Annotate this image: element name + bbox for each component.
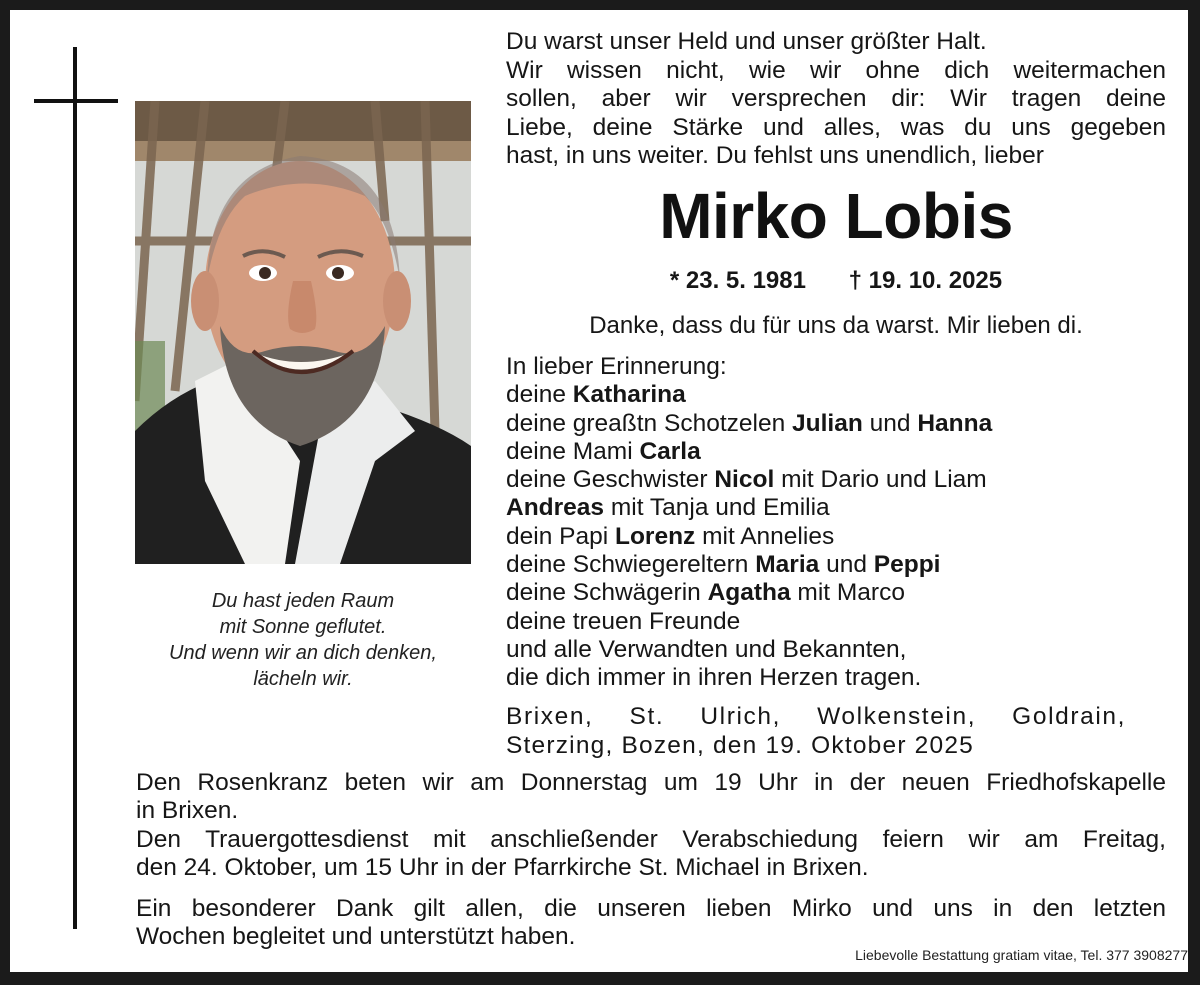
mourner-text: deine Schwägerin bbox=[506, 579, 708, 607]
mourner-name: Lorenz bbox=[614, 522, 696, 550]
caption-line: Und wenn wir an dich denken, bbox=[169, 642, 437, 664]
mourner-text: und bbox=[862, 409, 918, 437]
photo-caption bbox=[135, 588, 471, 692]
tribute-poem bbox=[506, 28, 1166, 171]
mourner-row bbox=[506, 523, 1166, 551]
mourner-row bbox=[506, 381, 1166, 409]
mourner-row bbox=[506, 579, 1166, 607]
poem-line: sollen, aber wir versprechen dir: Wir tragen deine bbox=[506, 85, 1166, 112]
mourner-text: deine bbox=[506, 381, 573, 409]
service-line: in Brixen. bbox=[136, 797, 239, 825]
cross-vertical-bar bbox=[73, 47, 77, 929]
final-thanks bbox=[136, 895, 1166, 952]
place-and-date bbox=[506, 703, 1126, 760]
funeral-home-footer: Liebevolle Bestattung gratiam vitae, Tel. 377 3908277 bbox=[855, 947, 1188, 963]
service-line: Den Trauergottesdienst mit anschließender Verabschiedung feiern wir am Freitag, bbox=[136, 825, 1166, 853]
place-line: Sterzing, Bozen, den 19. Oktober 2025 bbox=[506, 731, 974, 759]
mourner-row bbox=[506, 551, 1166, 579]
mourner-name: Maria bbox=[755, 551, 820, 579]
mourner-name: Julian bbox=[792, 409, 863, 437]
mourner-text: deine greaßtn Schotzelen bbox=[506, 409, 793, 437]
mourner-text: In lieber Erinnerung: bbox=[506, 353, 727, 380]
mourner-row bbox=[506, 636, 1166, 664]
mourner-text: deine Schwiegereltern bbox=[506, 551, 756, 579]
mourner-name: Katharina bbox=[572, 381, 686, 409]
mourner-text: mit Marco bbox=[790, 579, 905, 607]
service-line: den 24. Oktober, um 15 Uhr in der Pfarrkirche St. Michael in Brixen. bbox=[136, 853, 869, 881]
mourners-list bbox=[506, 353, 1166, 693]
mourner-text: deine Mami bbox=[506, 437, 640, 465]
mourner-text: die dich immer in ihren Herzen tragen. bbox=[506, 664, 922, 692]
mourner-text: und bbox=[819, 551, 874, 579]
caption-line: lächeln wir. bbox=[253, 668, 353, 690]
mourner-text: deine Geschwister bbox=[506, 466, 715, 494]
mourner-text: deine treuen Freunde bbox=[506, 607, 741, 635]
mourner-row bbox=[506, 466, 1166, 494]
life-dates bbox=[506, 264, 1166, 298]
final-line: Ein besonderer Dank gilt allen, die unseren lieben Mirko und uns in den letzten bbox=[136, 895, 1166, 922]
mourner-row bbox=[506, 664, 1166, 692]
mourner-name: Hanna bbox=[917, 409, 993, 437]
birth-date: * 23. 5. 1981 bbox=[669, 267, 806, 294]
cross-horizontal-bar bbox=[34, 99, 118, 103]
mourner-text: mit Annelies bbox=[695, 522, 835, 550]
mourner-name: Nicol bbox=[714, 466, 775, 494]
deceased-name: Mirko Lobis bbox=[659, 180, 1013, 252]
mourner-row bbox=[506, 608, 1166, 636]
final-line: Wochen begleitet und unterstützt haben. bbox=[136, 923, 576, 951]
death-date: † 19. 10. 2025 bbox=[848, 267, 1003, 294]
caption-line: Du hast jeden Raum bbox=[211, 590, 395, 612]
mourner-name: Carla bbox=[639, 437, 701, 465]
poem-line: Liebe, deine Stärke und alles, was du uns gegeben bbox=[506, 113, 1166, 141]
mourner-name: Agatha bbox=[707, 579, 791, 607]
poem-line: hast, in uns weiter. Du fehlst uns unendlich, lieber bbox=[506, 142, 1044, 169]
mourner-row bbox=[506, 410, 1166, 438]
poem-line: Wir wissen nicht, wie wir ohne dich weitermachen bbox=[506, 56, 1166, 84]
service-line: Den Rosenkranz beten wir am Donnerstag um 19 Uhr in der neuen Friedhofskapelle bbox=[136, 769, 1166, 796]
mourner-name: Andreas bbox=[506, 494, 605, 522]
caption-line: mit Sonne geflutet. bbox=[219, 616, 387, 638]
place-line: Brixen, St. Ulrich, Wolkenstein, Goldrain, bbox=[506, 703, 1126, 730]
poem-line: Du warst unser Held und unser größter Halt. bbox=[506, 28, 987, 55]
service-information bbox=[136, 769, 1166, 882]
mourner-text: mit Tanja und Emilia bbox=[604, 494, 830, 522]
portrait-photo bbox=[135, 101, 471, 564]
mourner-row bbox=[506, 438, 1166, 466]
mourner-row bbox=[506, 494, 1166, 522]
mourner-text: mit Dario und Liam bbox=[774, 466, 987, 494]
mourner-row bbox=[506, 353, 1166, 381]
mourner-text: und alle Verwandten und Bekannten, bbox=[506, 635, 907, 663]
mourner-text: dein Papi bbox=[506, 522, 615, 550]
thanks-line: Danke, dass du für uns da warst. Mir lieben di. bbox=[589, 312, 1083, 339]
mourner-name: Peppi bbox=[873, 551, 941, 579]
